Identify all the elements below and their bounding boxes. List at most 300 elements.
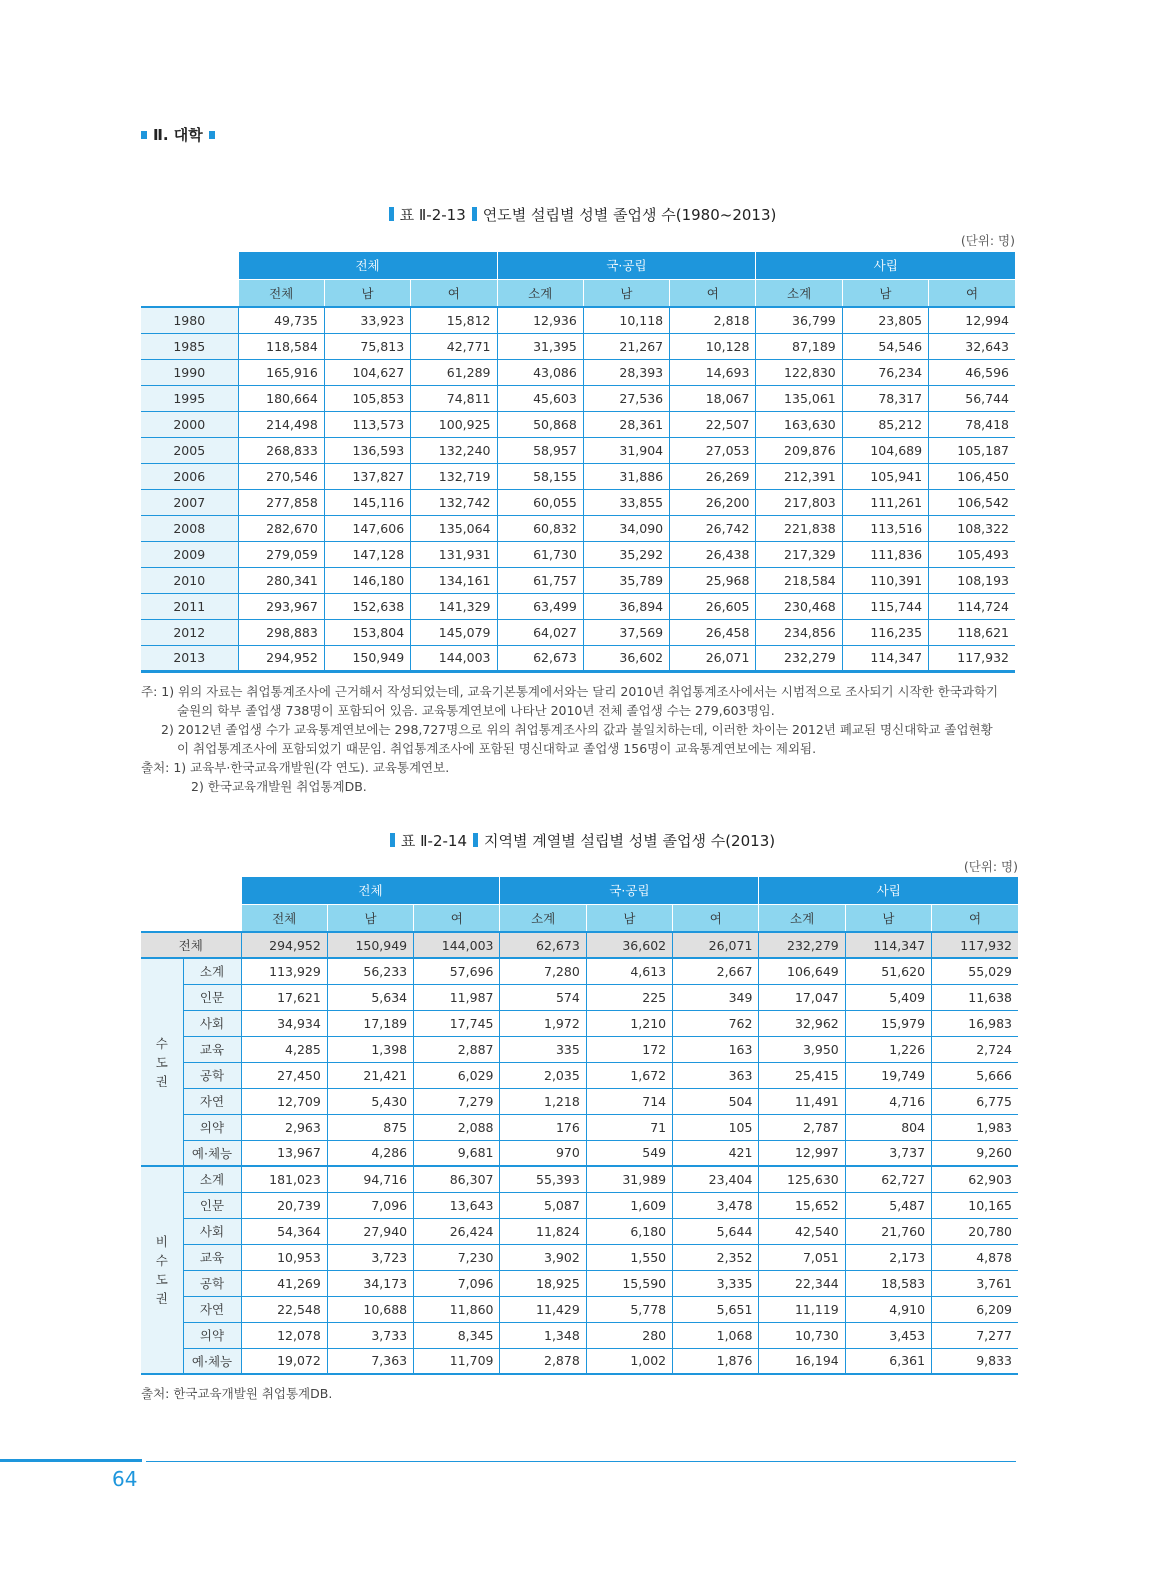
header-sub: 남: [327, 904, 413, 932]
cell-value: 153,804: [324, 619, 410, 645]
note-1: 주: 1) 위의 자료는 취업통계조사에 근거해서 작성되었는데, 교육기본통계에서와는 달리 2010년 취업통계조사에서는 시범적으로 조사되기 시작한 한국과학기: [141, 684, 999, 699]
cell-value: 1,876: [673, 1348, 759, 1374]
cell-value: 1,672: [586, 1062, 672, 1088]
cell-value: 18,925: [500, 1270, 586, 1296]
cell-value: 13,967: [241, 1140, 327, 1166]
row-label: 2005: [141, 437, 238, 463]
cell-value: 172: [586, 1036, 672, 1062]
cell-value: 26,071: [673, 932, 759, 958]
cell-value: 55,029: [932, 958, 1018, 984]
cell-value: 71: [586, 1114, 672, 1140]
cell-value: 5,666: [932, 1062, 1018, 1088]
header-sub: 소계: [759, 904, 845, 932]
cell-value: 27,940: [327, 1218, 413, 1244]
cell-value: 21,421: [327, 1062, 413, 1088]
cell-value: 10,118: [583, 307, 669, 333]
cell-value: 10,128: [670, 333, 756, 359]
cell-value: 57,696: [414, 958, 500, 984]
cell-value: 108,193: [929, 567, 1015, 593]
cell-value: 3,453: [845, 1322, 931, 1348]
cell-value: 3,733: [327, 1322, 413, 1348]
header-group: 국·공립: [497, 252, 756, 279]
cell-value: 15,590: [586, 1270, 672, 1296]
header-sub: 남: [586, 904, 672, 932]
cell-value: 51,620: [845, 958, 931, 984]
cell-value: 11,709: [414, 1348, 500, 1374]
cell-value: 363: [673, 1062, 759, 1088]
cell-value: 85,212: [842, 411, 928, 437]
cell-value: 2,667: [673, 958, 759, 984]
cell-value: 7,279: [414, 1088, 500, 1114]
cell-value: 42,540: [759, 1218, 845, 1244]
row-label: 공학: [183, 1270, 241, 1296]
table-row: [141, 359, 1015, 385]
header-sub: 소계: [756, 279, 842, 307]
cell-value: 1,550: [586, 1244, 672, 1270]
cell-value: 6,361: [845, 1348, 931, 1374]
footer-accent-line: [0, 1459, 142, 1462]
cell-value: 113,573: [324, 411, 410, 437]
table-row: [141, 437, 1015, 463]
cell-value: 18,583: [845, 1270, 931, 1296]
cell-value: 31,904: [583, 437, 669, 463]
header-group: 전체: [238, 252, 497, 279]
header-sub: 여: [673, 904, 759, 932]
table-row: [141, 1244, 1018, 1270]
row-label: 2011: [141, 593, 238, 619]
cell-value: 136,593: [324, 437, 410, 463]
row-label: 자연: [183, 1088, 241, 1114]
cell-value: 4,878: [932, 1244, 1018, 1270]
table-row: [141, 593, 1015, 619]
cell-value: 181,023: [241, 1166, 327, 1192]
cell-value: 2,787: [759, 1114, 845, 1140]
cell-value: 3,478: [673, 1192, 759, 1218]
cell-value: 42,771: [411, 333, 497, 359]
cell-value: 335: [500, 1036, 586, 1062]
table-row: [141, 1270, 1018, 1296]
table-row: [141, 1296, 1018, 1322]
cell-value: 114,347: [842, 645, 928, 671]
header-corner: [141, 252, 238, 307]
table-row: [141, 1062, 1018, 1088]
cell-value: 26,200: [670, 489, 756, 515]
cell-value: 6,775: [932, 1088, 1018, 1114]
cell-value: 132,742: [411, 489, 497, 515]
region-label: 수 도 권: [141, 958, 183, 1166]
cell-value: 34,090: [583, 515, 669, 541]
cell-value: 349: [673, 984, 759, 1010]
cell-value: 150,949: [327, 932, 413, 958]
table2-number: 표 Ⅱ-2-14: [400, 832, 468, 850]
cell-value: 4,910: [845, 1296, 931, 1322]
cell-value: 63,499: [497, 593, 583, 619]
row-label: 전체: [141, 932, 241, 958]
cell-value: 20,739: [241, 1192, 327, 1218]
cell-value: 2,878: [500, 1348, 586, 1374]
cell-value: 19,749: [845, 1062, 931, 1088]
cell-value: 106,450: [929, 463, 1015, 489]
header-sub: 여: [411, 279, 497, 307]
header-sub: 여: [414, 904, 500, 932]
header-row-groups: [141, 252, 1015, 279]
row-label: 의약: [183, 1322, 241, 1348]
cell-value: 10,165: [932, 1192, 1018, 1218]
cell-value: 27,536: [583, 385, 669, 411]
cell-value: 5,651: [673, 1296, 759, 1322]
header-sub: 소계: [500, 904, 586, 932]
footer-line: [146, 1461, 1016, 1462]
header-sub: 남: [842, 279, 928, 307]
note-2: 2) 2012년 졸업생 수가 교육통계연보에는 298,727명으로 위의 취업통계조사의 값과 불일치하는데, 이러한 차이는 2012년 폐교된 명신대학교 졸업현황: [161, 722, 993, 737]
cell-value: 22,344: [759, 1270, 845, 1296]
cell-value: 58,957: [497, 437, 583, 463]
cell-value: 9,260: [932, 1140, 1018, 1166]
cell-value: 16,983: [932, 1010, 1018, 1036]
cell-value: 3,761: [932, 1270, 1018, 1296]
row-label: 교육: [183, 1244, 241, 1270]
cell-value: 3,950: [759, 1036, 845, 1062]
cell-value: 113,516: [842, 515, 928, 541]
cell-value: 41,269: [241, 1270, 327, 1296]
cell-value: 294,952: [241, 932, 327, 958]
cell-value: 7,363: [327, 1348, 413, 1374]
cell-value: 49,735: [238, 307, 324, 333]
cell-value: 26,438: [670, 541, 756, 567]
cell-value: 298,883: [238, 619, 324, 645]
cell-value: 282,670: [238, 515, 324, 541]
table-row: [141, 567, 1015, 593]
cell-value: 55,393: [500, 1166, 586, 1192]
header-sub: 여: [929, 279, 1015, 307]
cell-value: 104,627: [324, 359, 410, 385]
header-group: 사립: [759, 877, 1018, 904]
cell-value: 56,744: [929, 385, 1015, 411]
cell-value: 165,916: [238, 359, 324, 385]
table1: [141, 252, 1015, 673]
header-group: 전체: [241, 877, 500, 904]
cell-value: 762: [673, 1010, 759, 1036]
table-row: [141, 333, 1015, 359]
square-bullet-icon: [141, 131, 147, 139]
cell-value: 218,584: [756, 567, 842, 593]
cell-value: 33,923: [324, 307, 410, 333]
cell-value: 150,949: [324, 645, 410, 671]
cell-value: 144,003: [414, 932, 500, 958]
cell-value: 105,941: [842, 463, 928, 489]
cell-value: 12,936: [497, 307, 583, 333]
cell-value: 209,876: [756, 437, 842, 463]
note-2-cont: 이 취업통계조사에 포함되었기 때문임. 취업통계조사에 포함된 명신대학교 졸업생 156명이 교육통계연보에는 제외됨.: [177, 741, 817, 756]
cell-value: 4,716: [845, 1088, 931, 1114]
cell-value: 1,983: [932, 1114, 1018, 1140]
cell-value: 116,235: [842, 619, 928, 645]
cell-value: 12,709: [241, 1088, 327, 1114]
cell-value: 36,799: [756, 307, 842, 333]
cell-value: 804: [845, 1114, 931, 1140]
cell-value: 61,757: [497, 567, 583, 593]
cell-value: 105,493: [929, 541, 1015, 567]
cell-value: 180,664: [238, 385, 324, 411]
row-label: 의약: [183, 1114, 241, 1140]
row-label: 소계: [183, 1166, 241, 1192]
cell-value: 7,230: [414, 1244, 500, 1270]
row-label: 공학: [183, 1062, 241, 1088]
cell-value: 35,789: [583, 567, 669, 593]
table-row: [141, 984, 1018, 1010]
cell-value: 13,643: [414, 1192, 500, 1218]
cell-value: 280: [586, 1322, 672, 1348]
header-group: 사립: [756, 252, 1015, 279]
table1-notes: [141, 682, 998, 796]
cell-value: 106,542: [929, 489, 1015, 515]
cell-value: 1,068: [673, 1322, 759, 1348]
cell-value: 12,078: [241, 1322, 327, 1348]
cell-value: 36,602: [586, 932, 672, 958]
cell-value: 26,424: [414, 1218, 500, 1244]
table-row: [141, 411, 1015, 437]
cell-value: 132,240: [411, 437, 497, 463]
cell-value: 111,836: [842, 541, 928, 567]
cell-value: 61,730: [497, 541, 583, 567]
cell-value: 111,261: [842, 489, 928, 515]
cell-value: 714: [586, 1088, 672, 1114]
row-label: 1990: [141, 359, 238, 385]
table2-unit: (단위: 명): [963, 859, 1018, 874]
cell-value: 1,226: [845, 1036, 931, 1062]
cell-value: 230,468: [756, 593, 842, 619]
cell-value: 27,450: [241, 1062, 327, 1088]
cell-value: 5,778: [586, 1296, 672, 1322]
cell-value: 1,210: [586, 1010, 672, 1036]
cell-value: 31,395: [497, 333, 583, 359]
cell-value: 232,279: [759, 932, 845, 958]
cell-value: 277,858: [238, 489, 324, 515]
cell-value: 1,972: [500, 1010, 586, 1036]
cell-value: 3,737: [845, 1140, 931, 1166]
cell-value: 232,279: [756, 645, 842, 671]
cell-value: 134,161: [411, 567, 497, 593]
cell-value: 31,886: [583, 463, 669, 489]
cell-value: 279,059: [238, 541, 324, 567]
cell-value: 12,994: [929, 307, 1015, 333]
cell-value: 31,989: [586, 1166, 672, 1192]
cell-value: 1,398: [327, 1036, 413, 1062]
table-row: [141, 1218, 1018, 1244]
cell-value: 11,860: [414, 1296, 500, 1322]
cell-value: 504: [673, 1088, 759, 1114]
cell-value: 221,838: [756, 515, 842, 541]
cell-value: 50,868: [497, 411, 583, 437]
cell-value: 58,155: [497, 463, 583, 489]
table-row: [141, 619, 1015, 645]
cell-value: 6,209: [932, 1296, 1018, 1322]
cell-value: 28,361: [583, 411, 669, 437]
cell-value: 100,925: [411, 411, 497, 437]
table1-unit: (단위: 명): [960, 233, 1015, 248]
header-sub: 여: [932, 904, 1018, 932]
cell-value: 118,621: [929, 619, 1015, 645]
cell-value: 5,430: [327, 1088, 413, 1114]
cell-value: 64,027: [497, 619, 583, 645]
cell-value: 26,605: [670, 593, 756, 619]
cell-value: 1,218: [500, 1088, 586, 1114]
cell-value: 970: [500, 1140, 586, 1166]
cell-value: 114,724: [929, 593, 1015, 619]
table-row: [141, 1192, 1018, 1218]
cell-value: 26,071: [670, 645, 756, 671]
cell-value: 14,693: [670, 359, 756, 385]
cell-value: 294,952: [238, 645, 324, 671]
cell-value: 2,963: [241, 1114, 327, 1140]
table-row: [141, 1322, 1018, 1348]
cell-value: 61,289: [411, 359, 497, 385]
row-label: 교육: [183, 1036, 241, 1062]
table-row: [141, 1036, 1018, 1062]
cell-value: 141,329: [411, 593, 497, 619]
cell-value: 217,803: [756, 489, 842, 515]
table2-source: 출처: 한국교육개발원 취업통계DB.: [141, 1386, 333, 1401]
cell-value: 11,638: [932, 984, 1018, 1010]
table-row: [141, 385, 1015, 411]
cell-value: 32,643: [929, 333, 1015, 359]
cell-value: 2,088: [414, 1114, 500, 1140]
header-corner: [141, 877, 241, 932]
table1-caption: [0, 204, 1159, 225]
table-row-total: [141, 932, 1018, 958]
header-sub: 여: [670, 279, 756, 307]
cell-value: 114,347: [845, 932, 931, 958]
cell-value: 18,067: [670, 385, 756, 411]
table-row: [141, 1166, 1018, 1192]
square-bullet-icon: [209, 131, 215, 139]
cell-value: 270,546: [238, 463, 324, 489]
row-label: 2000: [141, 411, 238, 437]
header-sub: 남: [845, 904, 931, 932]
cell-value: 7,096: [414, 1270, 500, 1296]
table2-caption: [0, 830, 1159, 851]
cell-value: 17,621: [241, 984, 327, 1010]
cell-value: 108,322: [929, 515, 1015, 541]
cell-value: 118,584: [238, 333, 324, 359]
cell-value: 137,827: [324, 463, 410, 489]
row-label: 예·체능: [183, 1140, 241, 1166]
cell-value: 6,029: [414, 1062, 500, 1088]
cell-value: 117,932: [929, 645, 1015, 671]
cell-value: 4,285: [241, 1036, 327, 1062]
cell-value: 268,833: [238, 437, 324, 463]
cell-value: 2,887: [414, 1036, 500, 1062]
table-row: [141, 1140, 1018, 1166]
cell-value: 56,233: [327, 958, 413, 984]
cell-value: 26,458: [670, 619, 756, 645]
cell-value: 2,352: [673, 1244, 759, 1270]
cell-value: 135,061: [756, 385, 842, 411]
cell-value: 217,329: [756, 541, 842, 567]
cell-value: 36,602: [583, 645, 669, 671]
cell-value: 10,688: [327, 1296, 413, 1322]
cell-value: 105,187: [929, 437, 1015, 463]
cell-value: 145,079: [411, 619, 497, 645]
cell-value: 34,173: [327, 1270, 413, 1296]
table-row: [141, 515, 1015, 541]
cell-value: 7,277: [932, 1322, 1018, 1348]
cell-value: 76,234: [842, 359, 928, 385]
row-label: 1995: [141, 385, 238, 411]
row-label: 소계: [183, 958, 241, 984]
table-row: [141, 1010, 1018, 1036]
cell-value: 225: [586, 984, 672, 1010]
cell-value: 1,002: [586, 1348, 672, 1374]
cell-value: 15,652: [759, 1192, 845, 1218]
cell-value: 17,189: [327, 1010, 413, 1036]
cell-value: 33,855: [583, 489, 669, 515]
table-row: [141, 1088, 1018, 1114]
cell-value: 9,681: [414, 1140, 500, 1166]
page-number: 64: [112, 1467, 138, 1491]
cell-value: 27,053: [670, 437, 756, 463]
cell-value: 2,035: [500, 1062, 586, 1088]
cell-value: 3,723: [327, 1244, 413, 1270]
cell-value: 5,087: [500, 1192, 586, 1218]
cell-value: 2,173: [845, 1244, 931, 1270]
cell-value: 19,072: [241, 1348, 327, 1374]
table-row: [141, 645, 1015, 671]
cell-value: 46,596: [929, 359, 1015, 385]
cell-value: 23,805: [842, 307, 928, 333]
chapter-header: [141, 124, 215, 145]
cell-value: 122,830: [756, 359, 842, 385]
cell-value: 146,180: [324, 567, 410, 593]
cell-value: 293,967: [238, 593, 324, 619]
cell-value: 54,364: [241, 1218, 327, 1244]
caption-bar-icon: [472, 207, 477, 221]
cell-value: 25,968: [670, 567, 756, 593]
cell-value: 22,548: [241, 1296, 327, 1322]
cell-value: 94,716: [327, 1166, 413, 1192]
cell-value: 60,832: [497, 515, 583, 541]
cell-value: 9,833: [932, 1348, 1018, 1374]
cell-value: 11,824: [500, 1218, 586, 1244]
cell-value: 7,096: [327, 1192, 413, 1218]
cell-value: 22,507: [670, 411, 756, 437]
cell-value: 280,341: [238, 567, 324, 593]
cell-value: 62,903: [932, 1166, 1018, 1192]
row-label: 2012: [141, 619, 238, 645]
cell-value: 7,051: [759, 1244, 845, 1270]
table-row: [141, 1348, 1018, 1374]
cell-value: 1,348: [500, 1322, 586, 1348]
table2-title: 지역별 계열별 설립별 성별 졸업생 수(2013): [484, 832, 776, 850]
cell-value: 60,055: [497, 489, 583, 515]
row-label: 2009: [141, 541, 238, 567]
cell-value: 1,609: [586, 1192, 672, 1218]
cell-value: 43,086: [497, 359, 583, 385]
row-label: 인문: [183, 984, 241, 1010]
table-row: [141, 1114, 1018, 1140]
cell-value: 117,932: [932, 932, 1018, 958]
cell-value: 125,630: [759, 1166, 845, 1192]
table-row: [141, 463, 1015, 489]
cell-value: 4,613: [586, 958, 672, 984]
table-row: [141, 541, 1015, 567]
cell-value: 62,673: [500, 932, 586, 958]
header-row-groups: [141, 877, 1018, 904]
cell-value: 147,606: [324, 515, 410, 541]
cell-value: 62,673: [497, 645, 583, 671]
cell-value: 8,345: [414, 1322, 500, 1348]
caption-bar-icon: [390, 833, 395, 847]
